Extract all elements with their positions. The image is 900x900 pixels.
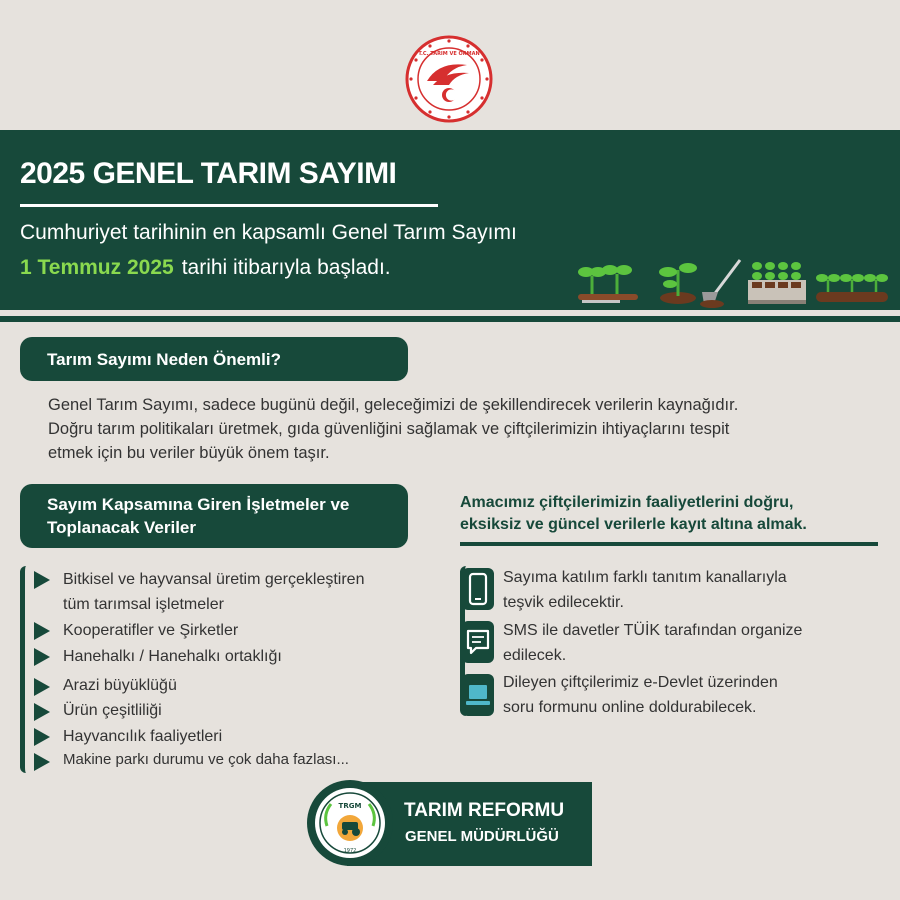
goal-line: Amacımız çiftçilerimizin faaliyetlerini doğru, bbox=[460, 494, 794, 511]
scope-heading-line: Sayım Kapsamına Giren İşletmeler ve bbox=[47, 495, 350, 514]
seedlings-illustration-icon bbox=[572, 252, 892, 314]
why-body-line: Genel Tarım Sayımı, sadece bugünü değil, geleceğimizi de şekillendirecek verilerin kaynağıdır. bbox=[48, 396, 739, 414]
arrow-bullet-icon bbox=[34, 728, 50, 746]
scope-heading bbox=[20, 484, 408, 548]
arrow-bullet-icon bbox=[34, 622, 50, 640]
why-body bbox=[48, 393, 888, 465]
goal-list bbox=[460, 566, 880, 716]
banner-divider bbox=[0, 316, 900, 322]
phone-icon bbox=[462, 568, 494, 610]
arrow-bullet-icon bbox=[34, 648, 50, 666]
page-title: 2025 GENEL TARIM SAYIMI bbox=[20, 157, 397, 190]
ministry-logo-icon bbox=[405, 35, 493, 123]
goal-item: edilecek. bbox=[503, 647, 567, 664]
list-item: tüm tarımsal işletmeler bbox=[63, 596, 224, 613]
list-item: Arazi büyüklüğü bbox=[63, 677, 177, 694]
footer-subtitle: GENEL MÜDÜRLÜĞÜ bbox=[405, 828, 559, 845]
trgm-emblem-icon bbox=[313, 786, 387, 860]
arrow-bullet-icon bbox=[34, 571, 50, 589]
goal-item: Dileyen çiftçilerimiz e-Devlet üzerinden bbox=[503, 674, 778, 691]
chat-icon bbox=[462, 621, 494, 663]
list-item: Bitkisel ve hayvansal üretim gerçekleştiren bbox=[63, 571, 365, 588]
trgm-year: 1972 bbox=[343, 848, 357, 854]
title-underline bbox=[20, 204, 438, 207]
scope-list bbox=[20, 566, 440, 773]
scope-heading-line: Toplanacak Veriler bbox=[47, 518, 196, 537]
arrow-bullet-icon bbox=[34, 753, 50, 771]
goal-item: teşvik edilecektir. bbox=[503, 594, 624, 611]
footer-logo bbox=[307, 780, 592, 866]
goal-item: SMS ile davetler TÜİK tarafından organize bbox=[503, 622, 803, 639]
goal-item: soru formunu online doldurabilecek. bbox=[503, 699, 757, 716]
list-item: Kooperatifler ve Şirketler bbox=[63, 622, 239, 639]
goal-statement bbox=[460, 492, 890, 536]
arrow-bullet-icon bbox=[34, 678, 50, 696]
start-date-text: tarihi itibarıyla başladı. bbox=[181, 256, 391, 279]
goal-item: Sayıma katılım farklı tanıtım kanallarıyla bbox=[503, 569, 787, 586]
footer-title: TARIM REFORMU bbox=[404, 800, 565, 821]
list-item: Makine parkı durumu ve çok daha fazlası... bbox=[63, 751, 349, 768]
banner-subtitle: Cumhuriyet tarihinin en kapsamlı Genel Tarım Sayımı bbox=[20, 221, 517, 244]
list-item: Ürün çeşitliliği bbox=[63, 702, 162, 719]
list-item: Hayvancılık faaliyetleri bbox=[63, 728, 223, 745]
start-date: 1 Temmuz 2025 bbox=[20, 256, 174, 279]
why-body-line: Doğru tarım politikaları üretmek, gıda güvenliğini sağlamak ve çiftçilerimizin ihtiyaçlarını tespit bbox=[48, 420, 730, 438]
arrow-bullet-icon bbox=[34, 703, 50, 721]
why-heading: Tarım Sayımı Neden Önemli? bbox=[20, 337, 408, 381]
banner-date-line bbox=[20, 256, 391, 280]
goal-line: eksiksiz ve güncel verilerle kayıt altına almak. bbox=[460, 516, 807, 533]
trgm-abbr: TRGM bbox=[338, 802, 362, 810]
svg-text:T.C. TARIM VE ORMAN: T.C. TARIM VE ORMAN bbox=[418, 51, 480, 57]
list-item: Hanehalkı / Hanehalkı ortaklığı bbox=[63, 648, 282, 665]
laptop-icon bbox=[462, 674, 494, 716]
goal-underline bbox=[460, 542, 878, 546]
why-body-line: etmek için bu veriler büyük önem taşır. bbox=[48, 444, 330, 462]
